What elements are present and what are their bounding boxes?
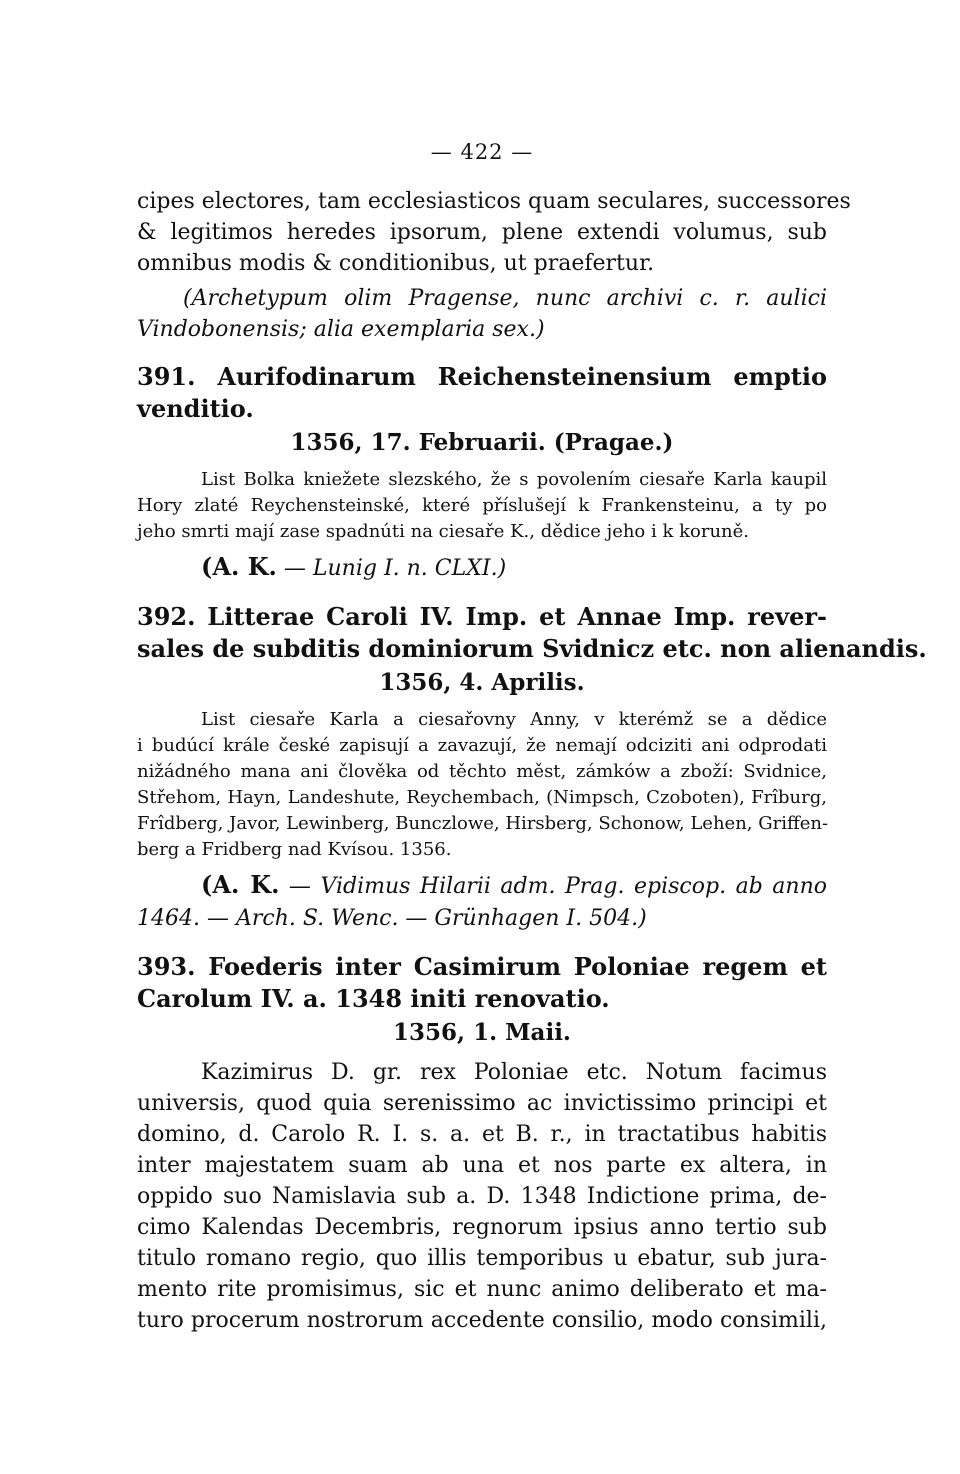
text-line: inter majestatem suam ab una et nos parte ex altera, in	[137, 1153, 827, 1178]
archive-note	[137, 283, 827, 345]
note-line: Vindobonensis; alia exemplaria sex.)	[137, 317, 545, 342]
sources-line	[137, 869, 827, 903]
heading-line: 391. Aurifodinarum Reichensteinensium emptio	[137, 362, 827, 391]
entry-heading-393	[137, 951, 827, 1015]
sources-reference: — Lunig I. n. CLXI.)	[276, 556, 507, 581]
text-line: oppido suo Namislavia sub a. D. 1348 Indictione prima, de-	[137, 1184, 827, 1209]
entry-date-391: 1356, 17. Februarii. (Pragae.)	[290, 429, 674, 456]
regest-line: jeho smrti mají zase spadnúti na ciesaře K., dědice jeho i k koruně.	[137, 521, 750, 542]
text-line: titulo romano regio, quo illis temporibus u ebatur, sub jura-	[137, 1246, 827, 1271]
sources-archive: (A. K.	[201, 870, 280, 899]
page-number: — 422 —	[430, 140, 534, 164]
note-line: (Archetypum olim Pragense, nunc archivi c. r. aulici	[183, 286, 827, 311]
entry-text-393	[137, 1057, 827, 1336]
regest-line: Střehom, Hayn, Landeshute, Reychembach, (Nimpsch, Czoboten), Frîburg,	[137, 787, 827, 808]
entry-sources-392	[137, 869, 827, 935]
regest-line: List Bolka kniežete slezského, že s povolením ciesaře Karla kaupil	[201, 469, 827, 490]
text-line: omnibus modis & conditionibus, ut praefertur.	[137, 251, 655, 276]
regest-line: Hory zlaté Reychensteinské, které příslušejí k Frankensteinu, a ty po	[137, 495, 827, 516]
document-page	[137, 140, 927, 1336]
text-line: Kazimirus D. gr. rex Poloniae etc. Notum facimus	[201, 1060, 827, 1085]
text-line: mento rite promisimus, sic et nunc animo deliberato et ma-	[137, 1277, 827, 1302]
text-line: turo procerum nostrorum accedente consilio, modo consimili,	[137, 1308, 827, 1333]
entry-sources-391	[137, 551, 827, 585]
heading-line: Carolum IV. a. 1348 initi renovatio.	[137, 984, 610, 1013]
regest-line: nižádného mana ani člověka od těchto měst, zámków a zboží: Svidnice,	[137, 761, 827, 782]
entry-heading-391	[137, 361, 827, 425]
text-line: domino, d. Carolo R. I. s. a. et B. r., in tractatibus habitis	[137, 1122, 827, 1147]
entry-heading-392	[137, 601, 927, 665]
heading-line: 392. Litterae Caroli IV. Imp. et Annae Imp. rever-	[137, 602, 827, 631]
heading-line: 393. Foederis inter Casimirum Poloniae regem et	[137, 952, 827, 981]
sources-reference: — Vidimus Hilarii adm. Prag. episcop. ab anno	[279, 874, 827, 899]
intro-paragraph	[137, 186, 851, 279]
entry-regest-391	[137, 467, 827, 545]
sources-line	[137, 551, 827, 585]
entry-regest-392	[137, 707, 827, 863]
regest-line: List ciesaře Karla a ciesařovny Anny, v kterémž se a dědice	[201, 709, 827, 730]
heading-line: venditio.	[137, 394, 254, 423]
text-line: & legitimos heredes ipsorum, plene extendi volumus, sub	[137, 220, 827, 245]
sources-line: 1464. — Arch. S. Wenc. — Grünhagen I. 504.)	[137, 906, 647, 931]
regest-line: i budúcí krále české zapisují a zavazují, že nemají odciziti ani odprodati	[137, 735, 827, 756]
text-line: universis, quod quia serenissimo ac invictissimo principi et	[137, 1091, 827, 1116]
regest-line: berg a Fridberg nad Kvísou. 1356.	[137, 839, 452, 860]
text-line: cipes electores, tam ecclesiasticos quam seculares, successores	[137, 189, 851, 214]
text-line: cimo Kalendas Decembris, regnorum ipsius anno tertio sub	[137, 1215, 827, 1240]
entry-date-393: 1356, 1. Maii.	[393, 1019, 571, 1046]
entry-date-392: 1356, 4. Aprilis.	[379, 669, 585, 696]
heading-line: sales de subditis dominiorum Svidnicz etc. non alienandis.	[137, 634, 927, 663]
sources-archive: (A. K.	[201, 552, 277, 581]
regest-line: Frîdberg, Javor, Lewinberg, Bunczlowe, Hirsberg, Schonow, Lehen, Griffen-	[137, 813, 829, 834]
